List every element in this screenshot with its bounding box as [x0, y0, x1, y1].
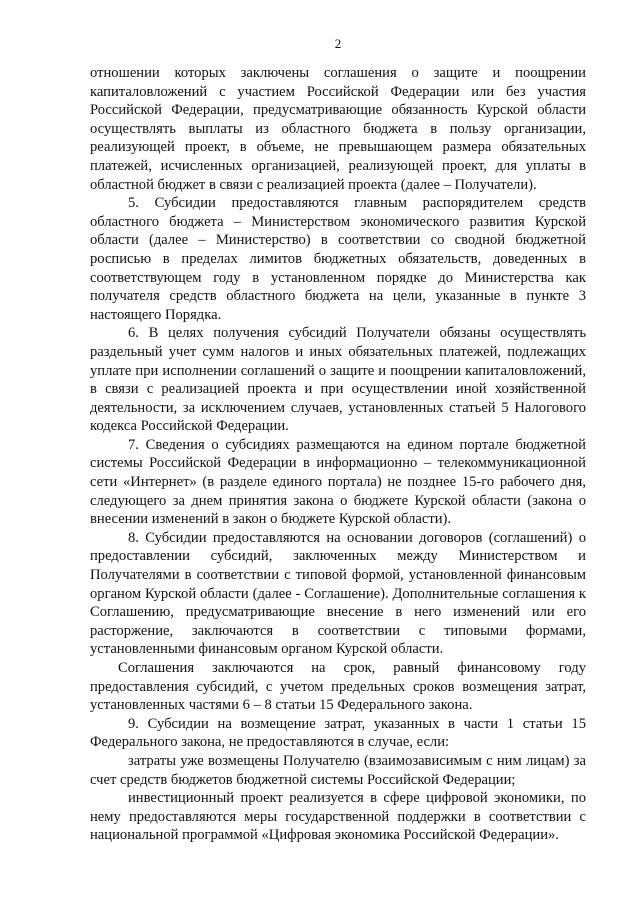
paragraph-continued: отношении которых заключены соглашения о защите и поощрении капиталовложений с участием Российской Федерации или без участия Российской Федерации, предусматривающие обязанность Курской области осуществлять выплаты из областного бюджета в пользу организации, реализующей проект, в объеме, не превышающем размера обязательных платежей, исчисленных организацией, реализующей проект, для уплаты в областной бюджет в связи с реализацией проекта (далее – Получатели).	[90, 65, 586, 193]
paragraph-8: 8. Субсидии предоставляются на основании договоров (соглашений) о предоставлении субсидий, заключенных между Министерством и Получателями в соответствии с типовой формой, установленной финансовым органом Курской области (далее - Соглашение). Дополнительные соглашения к Соглашению, предусматривающие внесение в него изменений или его расторжение, заключаются в соответствии с типовыми формами, установленными финансовым органом Курской области.	[90, 529, 586, 658]
paragraph-9: 9. Субсидии на возмещение затрат, указанных в части 1 статьи 15 Федерального закона, не предоставляются в случае, если:	[90, 715, 586, 751]
paragraph-9-item-2: инвестиционный проект реализуется в сфере цифровой экономики, по нему предоставляются меры государственной поддержки в соответствии с национальной программой «Цифровая экономика Российской Федерации».	[90, 790, 586, 844]
paragraph-5: 5. Субсидии предоставляются главным распорядителем средств областного бюджета – Министерством экономического развития Курской области (далее – Министерство) в соответствии со сводной бюджетной росписью в пределах лимитов бюджетных обязательств, доведенных в соответствующем году в установленном порядке до Министерства как получателя средств областного бюджета на цели, указанные в пункте 3 настоящего Порядка.	[90, 195, 586, 323]
page-number: 2	[334, 36, 342, 51]
paragraph-8-agreements: Соглашения заключаются на срок, равный финансовому году предоставления субсидий, с учетом предельных сроков возмещения затрат, установленных частями 6 – 8 статьи 15 Федерального закона.	[90, 660, 586, 714]
paragraph-7: 7. Сведения о субсидиях размещаются на едином портале бюджетной системы Российской Федерации в информационно – телекоммуникационной сети «Интернет» (в разделе единого портала) не позднее 15-го рабочего дня, следующего за днем принятия закона о бюджете Курской области (закона о внесении изменений в закон о бюджете Курской области).	[90, 436, 586, 528]
paragraph-9-item-1: затраты уже возмещены Получателю (взаимозависимым с ним лицам) за счет средств бюджетов бюджетной системы Российской Федерации;	[90, 752, 586, 788]
paragraph-6: 6. В целях получения субсидий Получатели обязаны осуществлять раздельный учет сумм налогов и иных обязательных платежей, подлежащих уплате при исполнении соглашений о защите и поощрении капиталовложений, в связи с реализацией проекта и при осуществлении иной хозяйственной деятельности, за исключением случаев, установленных статьей 5 Налогового кодекса Российской Федерации.	[90, 325, 586, 435]
